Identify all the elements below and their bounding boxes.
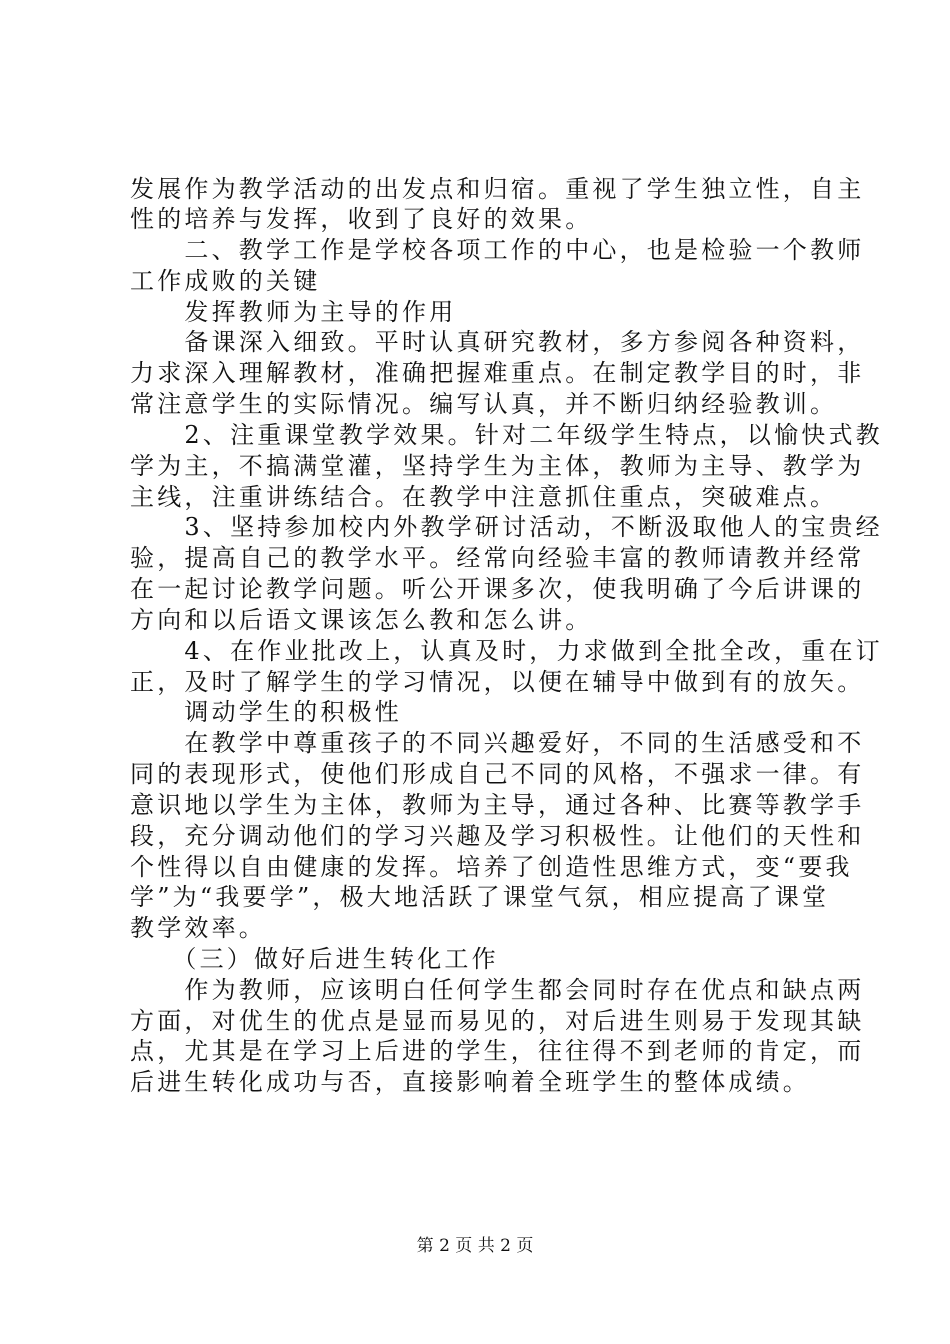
text-line: 验，提高自己的教学水平。经常向经验丰富的教师请教并经常 (130, 544, 865, 572)
text-line: 常注意学生的实际情况。编写认真，并不断归纳经验教训。 (130, 390, 838, 418)
text-line: 同的表现形式，使他们形成自己不同的风格，不强求一律。有 (130, 760, 865, 788)
section-heading-3: （三）做好后进生转化工作 (130, 945, 499, 973)
text-line: 4、在作业批改上，认真及时，力求做到全批全改，重在订 (130, 637, 883, 665)
text-line: 发展作为教学活动的出发点和归宿。重视了学生独立性，自主 (130, 175, 865, 203)
text-line: 备课深入细致。平时认真研究教材，多方参阅各种资料， (130, 328, 865, 356)
text-line: 作为教师，应该明白任何学生都会同时存在优点和缺点两 (130, 976, 865, 1004)
text-line: 正，及时了解学生的学习情况，以便在辅导中做到有的放矢。 (130, 668, 865, 696)
subheading: 发挥教师为主导的作用 (130, 298, 457, 326)
text-line: 点，尤其是在学习上后进的学生，往往得不到老师的肯定，而 (130, 1037, 865, 1065)
page-footer: 第 2 页 共 2 页 (416, 1236, 534, 1256)
text-line: 学为主，不搞满堂灌，坚持学生为主体，教师为主导、教学为 (130, 452, 865, 480)
text-line: 方面，对优生的优点是显而易见的，对后进生则易于发现其缺 (130, 1007, 865, 1035)
text-line: 方向和以后语文课该怎么教和怎么讲。 (130, 606, 593, 634)
section-heading-2: 二、教学工作是学校各项工作的中心，也是检验一个教师 (130, 236, 865, 264)
text-line: 教学效率。 (130, 914, 266, 942)
text-line: 2、注重课堂教学效果。针对二年级学生特点，以愉快式教 (130, 421, 883, 449)
text-line: 主线，注重讲练结合。在教学中注意抓住重点，突破难点。 (130, 483, 838, 511)
subheading: 调动学生的积极性 (130, 698, 402, 726)
text-line: 性的培养与发挥，收到了良好的效果。 (130, 205, 593, 233)
text-line: 意识地以学生为主体，教师为主导，通过各种、比赛等教学手 (130, 791, 865, 819)
text-line: 工作成败的关键 (130, 267, 321, 295)
text-line: 段，充分调动他们的学习兴趣及学习积极性。让他们的天性和 (130, 822, 865, 850)
text-line: 在教学中尊重孩子的不同兴趣爱好，不同的生活感受和不 (130, 729, 865, 757)
text-line: 3、坚持参加校内外教学研讨活动，不断汲取他人的宝贵经 (130, 513, 883, 541)
text-line: 个性得以自由健康的发挥。培养了创造性思维方式，变“要我 (130, 853, 853, 881)
text-line: 学”为“我要学”，极大地活跃了课堂气氛，相应提高了课堂 (130, 883, 830, 911)
text-line: 力求深入理解教材，准确把握难重点。在制定教学目的时，非 (130, 359, 865, 387)
text-line: 在一起讨论教学问题。听公开课多次，使我明确了今后讲课的 (130, 575, 865, 603)
text-line: 后进生转化成功与否，直接影响着全班学生的整体成绩。 (130, 1068, 810, 1096)
